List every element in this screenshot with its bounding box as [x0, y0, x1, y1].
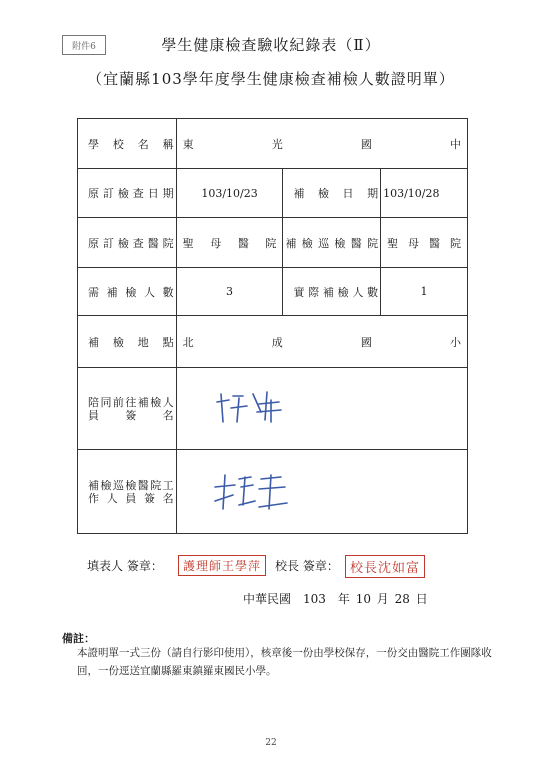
staff-signature-cell: [176, 450, 467, 534]
handwritten-signature-icon: [209, 465, 299, 515]
table-row: [78, 218, 468, 268]
notes-body: 本證明單一式三份（請自行影印使用），核章後一份由學校保存，一份交由醫院工作團隊收回，一份逕送宜蘭縣羅東鎮羅東國民小學。: [77, 647, 492, 677]
principal-signature-label: 校長 簽章：: [275, 559, 339, 573]
filler-signature-label: 填表人 簽章：: [87, 559, 163, 573]
escort-signature-label: 陪同前往補檢人員簽名: [78, 368, 177, 450]
required-count-label: 需補檢人數: [78, 268, 177, 316]
staff-signature-label: 補檢巡檢醫院工作人員簽名: [78, 450, 177, 534]
makeup-date-value: 103/10/28: [381, 169, 468, 218]
notes-title: 備註：: [62, 632, 95, 645]
orig-hospital-value: 聖母醫院: [176, 218, 283, 268]
table-row: [78, 268, 468, 316]
inspection-form-table: [77, 118, 468, 534]
filler-stamp: 護理師王學萍: [178, 555, 266, 576]
required-count-value: 3: [176, 268, 283, 316]
handwritten-signature-icon: [209, 382, 299, 432]
orig-date-label: 原訂檢查日期: [78, 169, 177, 218]
date-line: 中華民國 103 年 10 月 28 日: [243, 592, 428, 606]
table-row: [78, 119, 468, 169]
school-name-label: 學校名稱: [78, 119, 177, 169]
page-number: 22: [265, 738, 277, 748]
table-row: [78, 316, 468, 368]
escort-signature-cell: [176, 368, 467, 450]
form-title: 學生健康檢查驗收紀錄表（Ⅱ）: [161, 36, 381, 54]
actual-count-label: 實際補檢人數: [283, 268, 381, 316]
makeup-hospital-value: 聖母醫院: [381, 218, 468, 268]
table-row: [78, 169, 468, 218]
makeup-date-label: 補檢日期: [283, 169, 381, 218]
location-value: 北成國小: [176, 316, 467, 368]
makeup-hospital-label: 補檢巡檢醫院: [283, 218, 381, 268]
orig-date-value: 103/10/23: [176, 169, 283, 218]
actual-count-value: 1: [381, 268, 468, 316]
table-row: [78, 450, 468, 534]
table-row: [78, 368, 468, 450]
attachment-label: 附件6: [62, 35, 106, 55]
principal-stamp: 校長沈如富: [345, 555, 425, 578]
form-subtitle: （宜蘭縣103學年度學生健康檢查補檢人數證明單）: [87, 70, 455, 88]
school-name-value: 東光國中: [176, 119, 467, 169]
orig-hospital-label: 原訂檢查醫院: [78, 218, 177, 268]
location-label: 補檢地點: [78, 316, 177, 368]
